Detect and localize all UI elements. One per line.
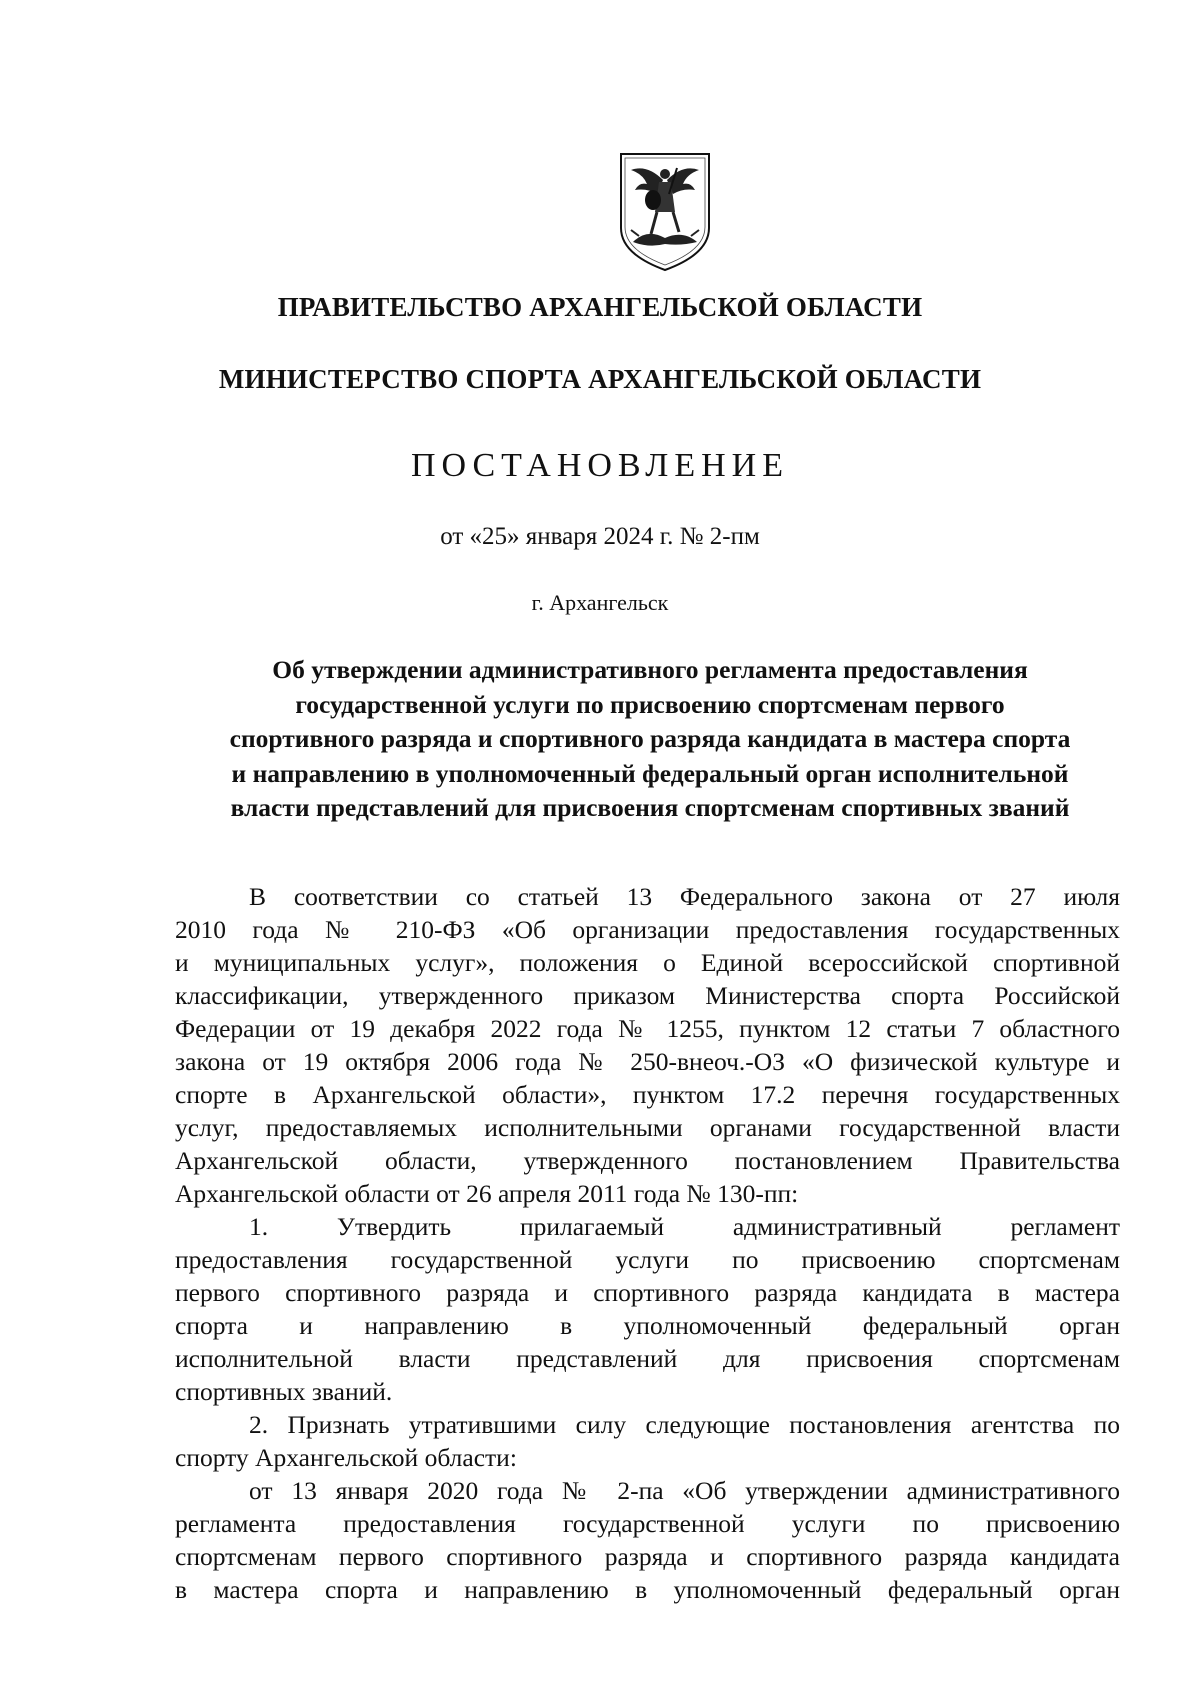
body-line: классификации, утвержденного приказом Министерства спорта Российской [175, 981, 1120, 1010]
subject-line: власти представлений для присвоения спортсменам спортивных званий [230, 793, 1070, 822]
government-title: ПРАВИТЕЛЬСТВО АРХАНГЕЛЬСКОЙ ОБЛАСТИ [277, 292, 923, 322]
body-line: спорте в Архангельской области», пунктом 17.2 перечня государственных [175, 1080, 1120, 1109]
body-line: Архангельской области, утвержденного постановлением Правительства [175, 1146, 1120, 1175]
body-line: первого спортивного разряда и спортивного разряда кандидата в мастера [175, 1278, 1120, 1307]
subject-line: государственной услуги по присвоению спортсменам первого [295, 689, 1005, 719]
preamble-paragraph [175, 880, 1120, 1210]
body-line: спортсменам первого спортивного разряда и спортивного разряда кандидата [175, 1542, 1120, 1571]
body-line: Архангельской области от 26 апреля 2011 года № 130-пп: [175, 1179, 799, 1208]
document-type-title: ПОСТАНОВЛЕНИЕ [410, 447, 790, 484]
ministry-title: МИНИСТЕРСТВО СПОРТА АРХАНГЕЛЬСКОЙ ОБЛАСТИ [218, 364, 982, 394]
body-line: исполнительной власти представлений для присвоения спортсменам [175, 1344, 1120, 1373]
document-body [175, 880, 1120, 1606]
document-subject [175, 653, 1125, 826]
subject-line: спортивного разряда и спортивного разряда кандидата в мастера спорта [229, 724, 1071, 753]
body-line: 2010 года № 210-ФЗ «Об организации предоставления государственных [175, 915, 1120, 944]
subject-line: Об утверждении административного регламента предоставления [272, 655, 1028, 684]
body-line: в мастера спорта и направлению в уполномоченный федеральный орган [175, 1575, 1120, 1604]
body-line: регламента предоставления государственной услуги по присвоению [175, 1509, 1120, 1538]
item-2-sub-paragraph [175, 1474, 1120, 1606]
body-line: В соответствии со статьей 13 Федерального закона от 27 июля [249, 882, 1120, 911]
body-line: услуг, предоставляемых исполнительными органами государственной власти [175, 1113, 1120, 1142]
coat-of-arms-icon [617, 150, 713, 274]
item-2-paragraph [175, 1408, 1120, 1474]
body-line: спорта и направлению в уполномоченный федеральный орган [175, 1311, 1120, 1340]
document-city: г. Архангельск [531, 590, 669, 615]
item-1-paragraph [175, 1210, 1120, 1408]
body-line: закона от 19 октября 2006 года № 250-внеоч.-ОЗ «О физической культуре и [175, 1047, 1120, 1076]
body-line: предоставления государственной услуги по присвоению спортсменам [175, 1245, 1120, 1274]
body-line: от 13 января 2020 года № 2-па «Об утверждении административного [249, 1476, 1120, 1505]
body-line: спорту Архангельской области: [175, 1443, 517, 1472]
body-line: 1. Утвердить прилагаемый административный регламент [249, 1212, 1120, 1241]
body-line: 2. Признать утратившими силу следующие постановления агентства по [249, 1410, 1120, 1439]
subject-line: и направлению в уполномоченный федеральный орган исполнительной [231, 758, 1069, 788]
body-line: и муниципальных услуг», положения о Единой всероссийской спортивной [175, 948, 1120, 977]
document-date-number: от «25» января 2024 г. № 2-пм [440, 523, 760, 550]
body-line: Федерации от 19 декабря 2022 года № 1255, пунктом 12 статьи 7 областного [175, 1014, 1120, 1043]
body-line: спортивных званий. [175, 1377, 393, 1406]
